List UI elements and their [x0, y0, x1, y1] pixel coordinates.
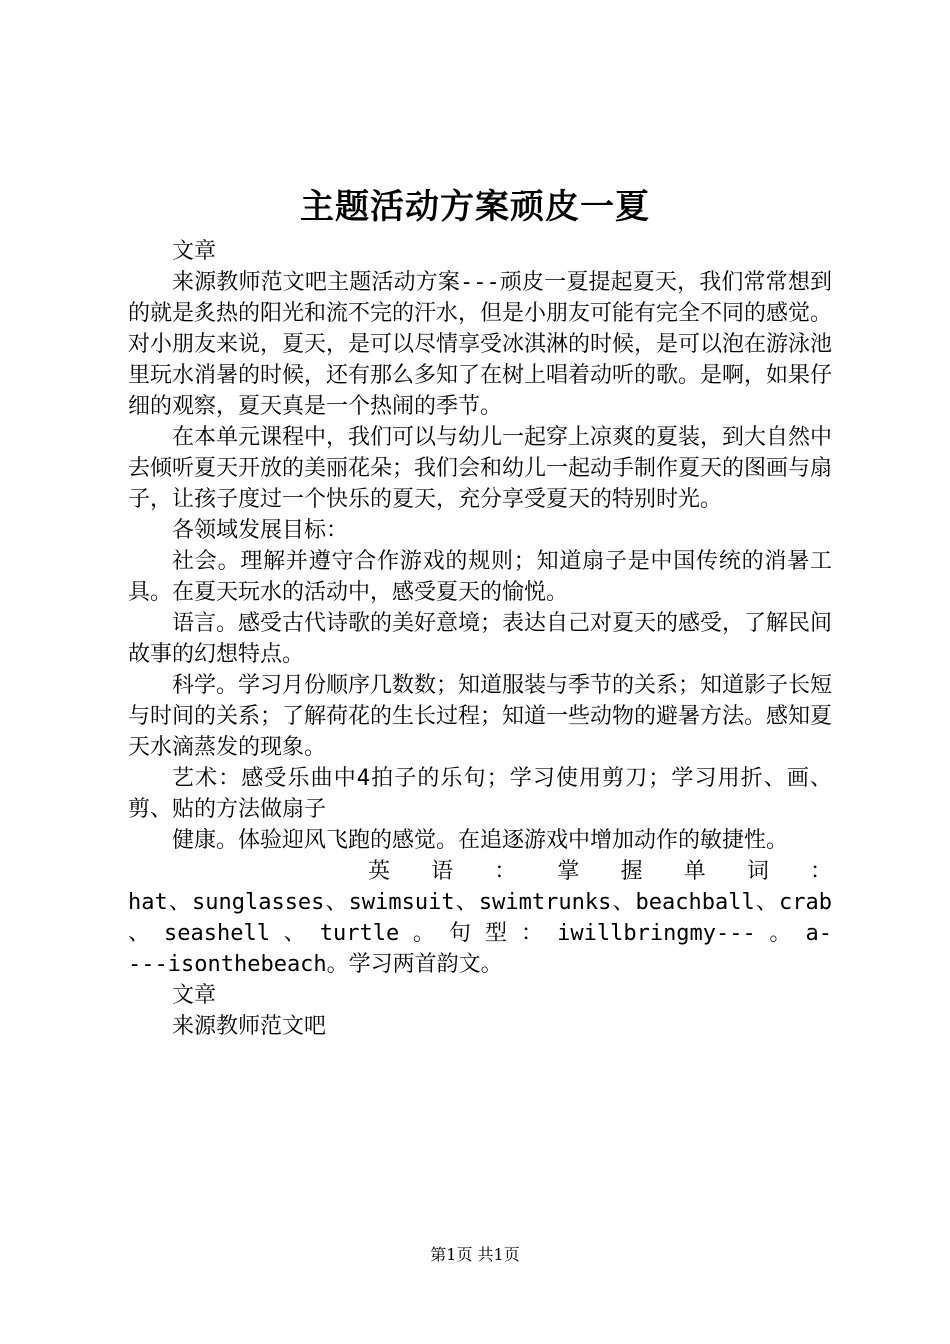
- english-heading: 英 语 ： 掌 握 单 词 ：: [368, 859, 832, 884]
- page-title: 主题活动方案顽皮一夏: [300, 187, 650, 227]
- paragraph: 社会。理解并遵守合作游戏的规则；知道扇子是中国传统的消暑工具。在夏天玩水的活动中，感受夏天的愉悦。: [128, 549, 832, 605]
- paragraph: 科学。学习月份顺序几数数；知道服装与季节的关系；知道影子长短与时间的关系；了解荷花的生长过程；知道一些动物的避暑方法。感知夏天水滴蒸发的现象。: [128, 673, 833, 760]
- page-footer: 第1页 共1页: [430, 1245, 520, 1264]
- paragraph: 在本单元课程中，我们可以与幼儿一起穿上凉爽的夏装，到大自然中去倾听夏天开放的美丽花朵；我们会和幼儿一起动手制作夏天的图画与扇子，让孩子度过一个快乐的夏天，充分享受夏天的特别时光。: [128, 425, 833, 512]
- paragraph: 艺术：感受乐曲中4拍子的乐句；学习使用剪刀；学习用折、画、剪、贴的方法做扇子: [128, 766, 832, 822]
- paragraph: 文章: [172, 239, 217, 264]
- closing-line: 文章: [172, 983, 217, 1008]
- paragraph: 语言。感受古代诗歌的美好意境；表达自己对夏天的感受，了解民间故事的幻想特点。: [128, 611, 833, 667]
- paragraph: 健康。体验迎风飞跑的感觉。在追逐游戏中增加动作的敏捷性。: [172, 828, 789, 853]
- english-body: hat、sunglasses、swimsuit、swimtrunks、beachball、crab 、 seashell 、 turtle 。 句 型 ： iwillbringmy--- 。 a----isonthebeach。学习两首韵文。: [128, 890, 832, 977]
- closing-line: 来源教师范文吧: [172, 1014, 327, 1039]
- paragraph: 各领域发展目标：: [172, 518, 349, 543]
- paragraph: 来源教师范文吧主题活动方案---顽皮一夏提起夏天，我们常常想到的就是炙热的阳光和流不完的汗水，但是小朋友可能有完全不同的感觉。对小朋友来说，夏天，是可以尽情享受冰淇淋的时候，是可以泡在游泳池里玩水消暑的时候，还有那么多知了在树上唱着动听的歌。是啊，如果仔细的观察，夏天真是一个热闹的季节。: [128, 270, 833, 419]
- document-body: [128, 236, 832, 1042]
